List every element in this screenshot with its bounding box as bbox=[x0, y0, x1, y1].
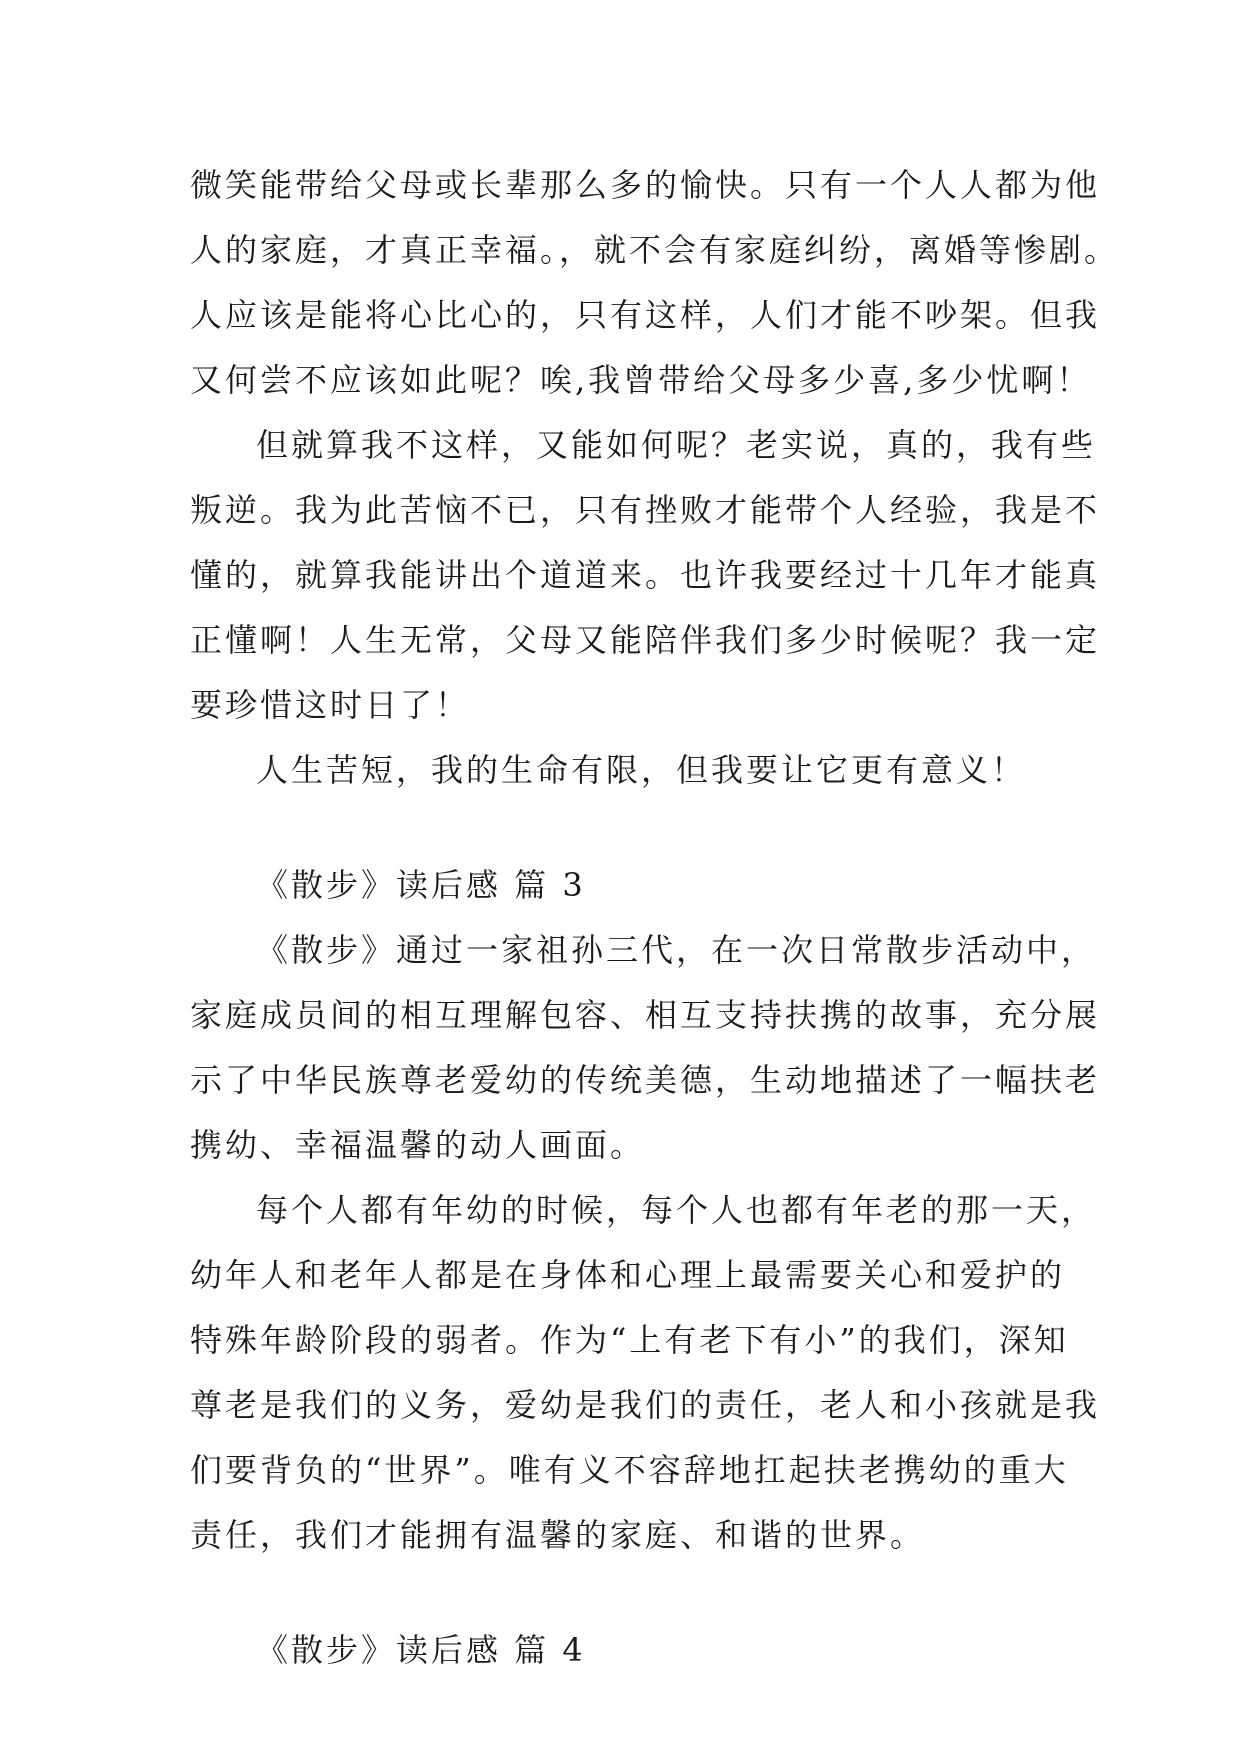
paragraph-line: 人生苦短，我的生命有限，但我要让它更有意义！ bbox=[256, 751, 1027, 789]
paragraph-line: 示了中华民族尊老爱幼的传统美德，生动地描述了一幅扶老 bbox=[190, 1061, 1101, 1099]
paragraph-line: 但就算我不这样，又能如何呢？老实说，真的，我有些 bbox=[256, 426, 1097, 464]
paragraph-line: 责任，我们才能拥有温馨的家庭、和谐的世界。 bbox=[190, 1516, 926, 1554]
paragraph-line: 每个人都有年幼的时候，每个人也都有年老的那一天， bbox=[256, 1191, 1097, 1229]
paragraph-line: 微笑能带给父母或长辈那么多的愉快。只有一个人人都为他 bbox=[190, 166, 1101, 204]
paragraph-line: 正懂啊！人生无常，父母又能陪伴我们多少时候呢？我一定 bbox=[190, 621, 1101, 659]
paragraph-line: 们要背负的“世界”。唯有义不容辞地扛起扶老携幼的重大 bbox=[190, 1451, 1069, 1489]
paragraph-line: 人应该是能将心比心的，只有这样，人们才能不吵架。但我 bbox=[190, 296, 1101, 334]
section-heading: 《散步》读后感 篇 3 bbox=[256, 866, 586, 904]
paragraph-line: 尊老是我们的义务，爱幼是我们的责任，老人和小孩就是我 bbox=[190, 1386, 1101, 1424]
paragraph-line: 要珍惜这时日了！ bbox=[190, 686, 471, 724]
paragraph-line: 幼年人和老年人都是在身体和心理上最需要关心和爱护的 bbox=[190, 1256, 1066, 1294]
paragraph-line: 携幼、幸福温馨的动人画面。 bbox=[190, 1126, 646, 1164]
paragraph-line: 特殊年龄阶段的弱者。作为“上有老下有小”的我们，深知 bbox=[190, 1321, 1069, 1359]
paragraph-line: 又何尝不应该如此呢？唉,我曾带给父母多少喜,多少忧啊！ bbox=[190, 361, 1092, 399]
paragraph-line: 懂的，就算我能讲出个道道来。也许我要经过十几年才能真 bbox=[190, 556, 1101, 594]
section-heading: 《散步》读后感 篇 4 bbox=[256, 1631, 586, 1669]
paragraph-line: 家庭成员间的相互理解包容、相互支持扶携的故事，充分展 bbox=[190, 996, 1101, 1034]
paragraph-line: 叛逆。我为此苦恼不已，只有挫败才能带个人经验，我是不 bbox=[190, 491, 1101, 529]
paragraph-line: 人的家庭，才真正幸福。，就不会有家庭纠纷，离婚等惨剧。 bbox=[190, 231, 1120, 269]
paragraph-line: 《散步》通过一家祖孙三代，在一次日常散步活动中， bbox=[256, 931, 1097, 969]
